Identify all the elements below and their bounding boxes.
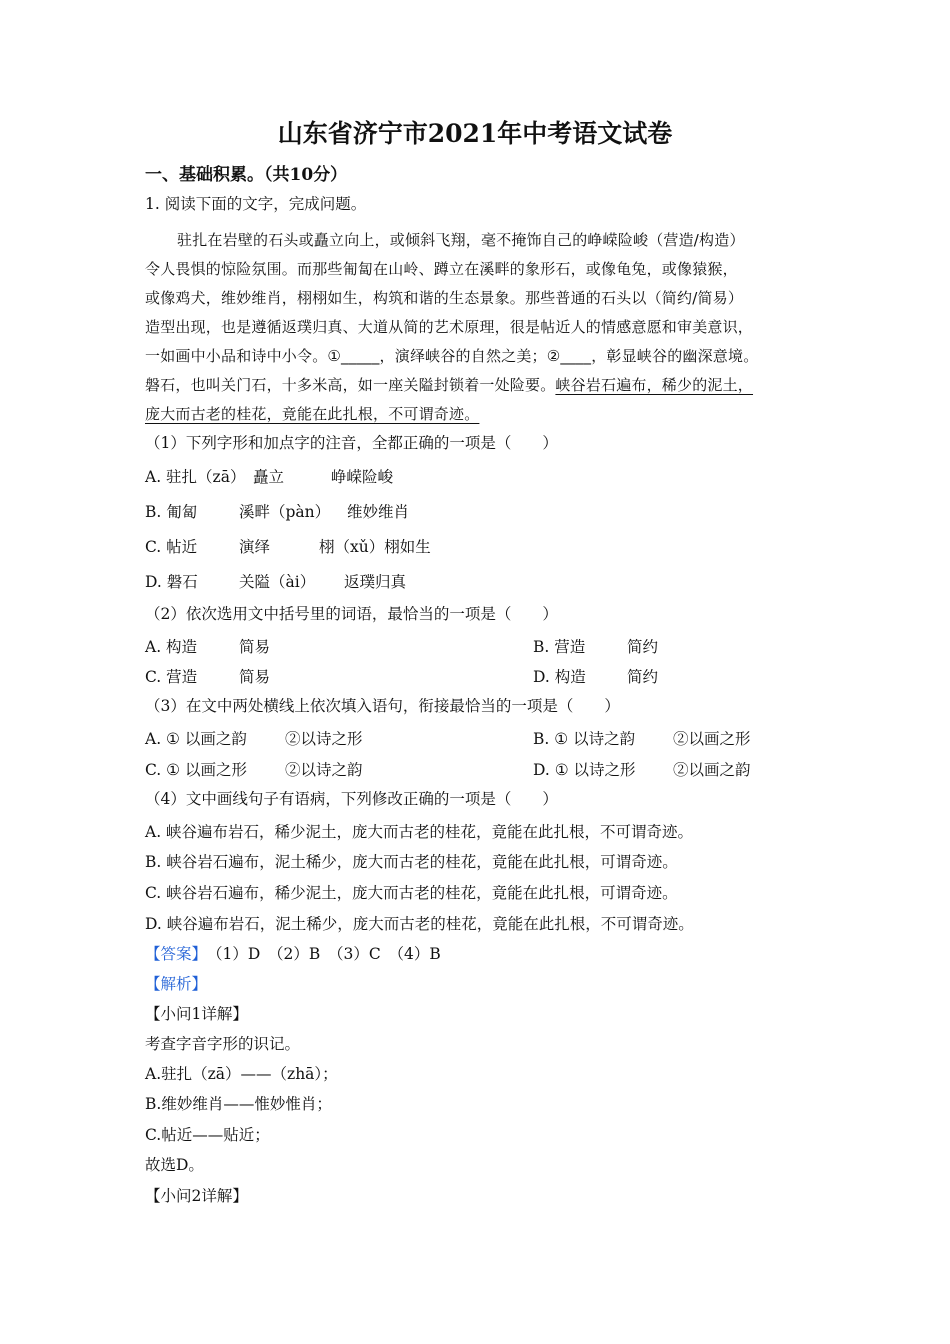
option-a [145, 635, 270, 657]
sub-question-4: （4）文中画线句子有语病，下列修改正确的一项是（ ） [145, 790, 558, 808]
analysis-text: 故选D。 [145, 1156, 204, 1174]
option-text: B. 营造 [533, 638, 586, 656]
option-b: B. 峡谷岩石遍布，泥土稀少，庞大而古老的桂花，竟能在此扎根，可谓奇迹。 [145, 853, 678, 871]
option-text: 简约 [627, 668, 659, 686]
option-d [533, 665, 658, 687]
option-text: ②以画之韵 [673, 761, 751, 779]
option-text: 简易 [239, 638, 271, 656]
passage-line [145, 400, 815, 429]
passage-line [145, 371, 815, 400]
option-text: 演绎 [239, 538, 271, 556]
analysis-text: B.维妙维肖——惟妙惟肖； [145, 1095, 332, 1113]
option-text: 简约 [627, 638, 659, 656]
passage-line: 驻扎在岩壁的石头或矗立向上，或倾斜飞翔，毫不掩饰自己的峥嵘险峻（营造/构造） [177, 231, 745, 249]
answer-line [145, 942, 441, 964]
option-c [145, 665, 270, 687]
option-text: C. 营造 [145, 668, 198, 686]
answer-label: 【答案】 [145, 945, 208, 963]
sub-question-3: （3）在文中两处横线上依次填入语句，衔接最恰当的一项是（ ） [145, 697, 620, 715]
option-text: 峥嵘险峻 [331, 468, 394, 486]
option-text: A. 驻扎（zā） [145, 468, 246, 486]
page-title: 山东省济宁市2021年中考语文试卷 [277, 119, 673, 148]
option-a [145, 727, 363, 749]
analysis-heading-2: 【小问2详解】 [145, 1187, 248, 1205]
section-heading: 一、基础积累。（共10分） [145, 165, 348, 185]
sub-question-1: （1）下列字形和加点字的注音，全都正确的一项是（ ） [145, 434, 558, 452]
option-text: 简易 [239, 668, 271, 686]
option-text: 矗立 [253, 468, 285, 486]
analysis-text: A.驻扎（zā）——（zhā）； [145, 1065, 338, 1083]
option-d [533, 758, 751, 780]
option-c: C. 峡谷岩石遍布，稀少泥土，庞大而古老的桂花，竟能在此扎根，可谓奇迹。 [145, 884, 678, 902]
option-d [145, 570, 406, 592]
option-text: 溪畔（pàn） [239, 503, 331, 521]
analysis-text: C.帖近——贴近； [145, 1126, 270, 1144]
analysis-text: 考查字音字形的识记。 [145, 1035, 301, 1053]
option-c [145, 758, 363, 780]
option-b [533, 635, 658, 657]
option-text: ②以诗之形 [285, 730, 363, 748]
option-d: D. 峡谷遍布岩石，泥土稀少，庞大而古老的桂花，竟能在此扎根，不可谓奇迹。 [145, 915, 694, 933]
sub-question-2: （2）依次选用文中括号里的词语，最恰当的一项是（ ） [145, 605, 558, 623]
question-intro: 1. 阅读下面的文字，完成问题。 [145, 195, 367, 213]
underlined-sentence: 峡谷岩石遍布，稀少的泥土， [555, 376, 754, 394]
passage-line: 令人畏惧的惊险氛围。而那些匍匐在山岭、蹲立在溪畔的象形石，或像龟兔，或像猿猴， [145, 260, 738, 278]
option-text: ②以画之形 [673, 730, 751, 748]
option-b [145, 500, 409, 522]
option-text: D. 磐石 [145, 573, 198, 591]
option-text: ②以诗之韵 [285, 761, 363, 779]
option-text: A. ① 以画之韵 [145, 730, 247, 748]
analysis-label: 【解析】 [145, 975, 208, 993]
option-text: D. ① 以诗之形 [533, 761, 636, 779]
option-text: 栩（xǔ）栩如生 [319, 538, 431, 556]
option-text: D. 构造 [533, 668, 586, 686]
option-c [145, 535, 431, 557]
reading-passage [145, 226, 815, 429]
option-text: C. 帖近 [145, 538, 198, 556]
answer-text: （1）D （2）B （3）C （4）B [207, 945, 441, 963]
passage-text: 磐石，也叫关门石，十多米高，如一座关隘封锁着一处险要。 [145, 376, 556, 394]
option-b [533, 727, 751, 749]
option-text: A. 构造 [145, 638, 198, 656]
analysis-heading-1: 【小问1详解】 [145, 1005, 248, 1023]
option-text: 关隘（ài） [239, 573, 316, 591]
underlined-sentence: 庞大而古老的桂花，竟能在此扎根，不可谓奇迹。 [145, 405, 480, 423]
option-text: 维妙维肖 [347, 503, 410, 521]
passage-line: 一如画中小品和诗中小令。①_____，演绎峡谷的自然之美；②____，彰显峡谷的幽深意境。 [145, 347, 759, 365]
option-text: B. ① 以诗之韵 [533, 730, 636, 748]
option-a: A. 峡谷遍布岩石，稀少泥土，庞大而古老的桂花，竟能在此扎根，不可谓奇迹。 [145, 823, 694, 841]
passage-line: 造型出现，也是遵循返璞归真、大道从简的艺术原理，很是帖近人的情感意愿和审美意识， [145, 318, 754, 336]
passage-line: 或像鸡犬，维妙维肖，栩栩如生，构筑和谐的生态景象。那些普通的石头以（简约/简易） [145, 289, 744, 307]
option-a [145, 465, 393, 487]
option-text: B. 匍匐 [145, 503, 198, 521]
option-text: C. ① 以画之形 [145, 761, 247, 779]
option-text: 返璞归真 [344, 573, 407, 591]
